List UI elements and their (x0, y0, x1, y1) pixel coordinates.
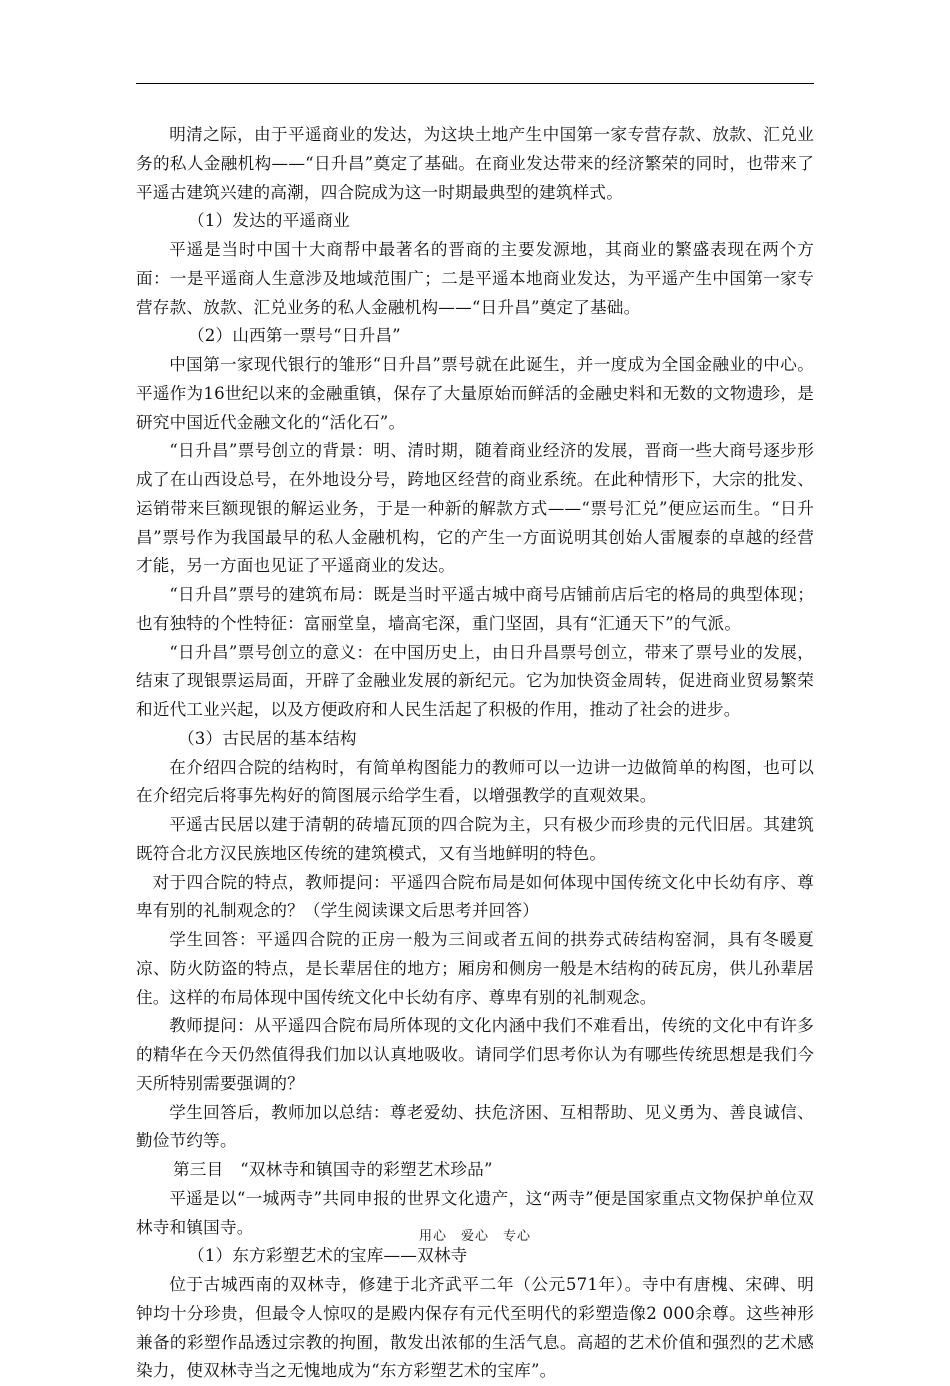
document-body (136, 121, 814, 1386)
subheading-shuanglin: （1）东方彩塑艺术的宝库——双林寺 (188, 1246, 468, 1266)
subheading-commerce: （1）发达的平遥商业 (188, 211, 350, 231)
paragraph-summary: 学生回答后，教师加以总结：尊老爱幼、扶危济困、互相帮助、见义勇为、善良诚信、勤俭节约等。 (136, 1102, 814, 1151)
section-heading-temples: 第三目 “双林寺和镇国寺的彩塑艺术珍品” (173, 1160, 493, 1179)
paragraph-student-answer: 学生回答：平遥四合院的正房一般为三间或者五间的拱券式砖结构窑洞，具有冬暖夏凉、防火防盗的特点，是长辈居住的地方；厢房和侧房一般是木结构的砖瓦房，供儿孙辈居住。这样的布局体现中国传统文化中长幼有序、尊卑有别的礼制观念。 (136, 930, 814, 1007)
paragraph-temples: 平遥是以“一城两寺”共同申报的世界文化遗产，这“两寺”便是国家重点文物保护单位双林寺和镇国寺。 (136, 1188, 814, 1237)
header-rule (136, 83, 814, 84)
subheading-rishengchang: （2）山西第一票号“日升昌” (188, 326, 401, 346)
paragraph-layout: “日升昌”票号的建筑布局：既是当时平遥古城中商号店铺前店后宅的格局的典型体现；也有独特的个性特征：富丽堂皇，墙高宅深，重门坚固，具有“汇通天下”的气派。 (136, 585, 814, 633)
paragraph-teacher-question: 对于四合院的特点，教师提问：平遥四合院布局是如何体现中国传统文化中长幼有序、尊卑有别的礼制观念的？（学生阅读课文后思考并回答） (136, 872, 814, 921)
paragraph-teacher-question-2: 教师提问：从平遥四合院布局所体现的文化内涵中我们不难看出，传统的文化中有许多的精华在今天仍然值得我们加以认真地吸收。请同学们思考你认为有哪些传统思想是我们今天所特别需要强调的？ (136, 1016, 814, 1093)
paragraph-dwellings: 平遥古民居以建于清朝的砖墙瓦顶的四合院为主，只有极少而珍贵的元代旧居。其建筑既符合北方汉民族地区传统的建筑模式，又有当地鲜明的特色。 (136, 815, 814, 863)
paragraph-background: “日升昌”票号创立的背景：明、清时期，随着商业经济的发展，晋商一些大商号逐步形成了在山西设总号，在外地设分号，跨地区经营的商业系统。在此种情形下，大宗的批发、运销带来巨额现银的解运业务，于是一种新的解款方式——“票号汇兑”便应运而生。“日升昌”票号作为我国最早的私人金融机构，它的产生一方面说明其创始人雷履泰的卓越的经营才能，另一方面也见证了平遥商业的发达。 (136, 441, 814, 576)
paragraph-courtyard-intro: 在介绍四合院的结构时，有简单构图能力的教师可以一边讲一边做简单的构图，也可以在介绍完后将事先构好的简图展示给学生看，以增强教学的直观效果。 (136, 757, 814, 806)
paragraph-rishengchang: 中国第一家现代银行的雏形“日升昌”票号就在此诞生，并一度成为全国金融业的中心。平遥作为16世纪以来的金融重镇，保存了大量原始而鲜活的金融史料和无数的文物遗珍，是研究中国近代金融文化的“活化石”。 (136, 355, 814, 432)
paragraph-shuanglin: 位于古城西南的双林寺，修建于北齐武平二年（公元571年）。寺中有唐槐、宋碑、明钟均十分珍贵，但最令人惊叹的是殿内保存有元代至明代的彩塑造像2 000余尊。这些神形兼备的彩塑作品透过宗教的拘囿，散发出浓郁的生活气息。高超的艺术价值和强烈的艺术感染力，使双林寺当之无愧地成为“东方彩塑艺术的宝库”。 (136, 1275, 814, 1381)
subheading-dwellings: （3）古民居的基本结构 (178, 728, 357, 748)
paragraph-significance: “日升昌”票号创立的意义：在中国历史上，由日升昌票号创立，带来了票号业的发展，结束了现银票运局面，开辟了金融业发展的新纪元。它为加快资金周转，促进商业贸易繁荣和近代工业兴起，以及方便政府和人民生活起了积极的作用，推动了社会的进步。 (136, 642, 814, 719)
paragraph-intro: 明清之际，由于平遥商业的发达，为这块土地产生中国第一家专营存款、放款、汇兑业务的私人金融机构——“日升昌”奠定了基础。在商业发达带来的经济繁荣的同时，也带来了平遥古建筑兴建的高潮，四合院成为这一时期最典型的建筑样式。 (136, 125, 814, 202)
paragraph-commerce: 平遥是当时中国十大商帮中最著名的晋商的主要发源地，其商业的繁盛表现在两个方面：一是平遥商人生意涉及地域范围广；二是平遥本地商业发达，为平遥产生中国第一家专营存款、放款、汇兑业务的私人金融机构——“日升昌”奠定了基础。 (136, 240, 814, 317)
page-footer: 用心 爱心 专心 (418, 1229, 531, 1244)
